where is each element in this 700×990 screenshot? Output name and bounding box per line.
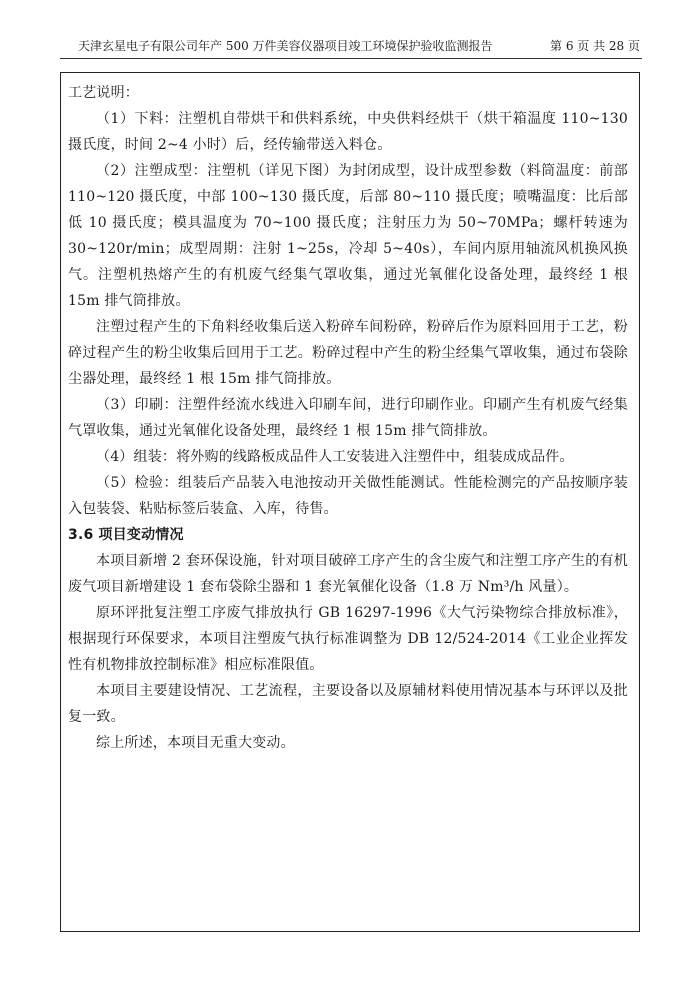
- document-body: [68, 80, 628, 756]
- paragraph-consistency: 本项目主要建设情况、工艺流程，主要设备以及原辅材料使用情况基本与环评以及批复一致。: [68, 683, 628, 725]
- report-title: 天津玄星电子有限公司年产 500 万件美容仪器项目竣工环境保护验收监测报告: [78, 39, 493, 53]
- header-divider: [60, 58, 642, 59]
- paragraph-printing: （3）印刷：注塑件经流水线进入印刷车间，进行印刷作业。印刷产生有机废气经集气罩收集，通过光氧催化设备处理，最终经 1 根 15m 排气筒排放。: [68, 397, 628, 439]
- paragraph-assembly: （4）组装：将外购的线路板成品件人工安装进入注塑件中，组装成成品件。: [96, 449, 574, 465]
- paragraph-new-facilities: 本项目新增 2 套环保设施，针对项目破碎工序产生的含尘废气和注塑工序产生的有机废气项目新增建设 1 套布袋除尘器和 1 套光氧催化设备（1.8 万 Nm³/h 风量）。: [68, 553, 628, 595]
- paragraph-feeding: （1）下料：注塑机自带烘干和供料系统，中央供料经烘干（烘干箱温度 110~130 摄氏度，时间 2~4 小时）后，经传输带送入料仓。: [68, 111, 628, 153]
- paragraph-conclusion: 综上所述，本项目无重大变动。: [96, 735, 295, 751]
- process-heading: 工艺说明：: [68, 85, 139, 101]
- paragraph-crushing: 注塑过程产生的下角料经收集后送入粉碎车间粉碎，粉碎后作为原料回用于工艺，粉碎过程产生的粉尘收集后回用于工艺。粉碎过程中产生的粉尘经集气罩收集，通过布袋除尘器处理，最终经 1 根 15m 排气筒排放。: [68, 319, 628, 387]
- paragraph-injection-molding: （2）注塑成型：注塑机（详见下图）为封闭成型，设计成型参数（料筒温度：前部 110~120 摄氏度，中部 100~130 摄氏度，后部 80~110 摄氏度；喷嘴温度：比后部低 10 摄氏度；模具温度为 70~100 摄氏度；注射压力为 50~70MPa；螺杆转速为 30~120r/min；成型周期：注射 1~25s，冷却 5~40s），车间内原用轴流风机换风换气。注塑机热熔产生的有机废气经集气罩收集，通过光氧催化设备处理，最终经 1 根 15m 排气筒排放。: [68, 163, 628, 309]
- paragraph-inspection: （5）检验：组装后产品装入电池按动开关做性能测试。性能检测完的产品按顺序装入包装袋、粘贴标签后装盒、入库，待售。: [68, 475, 628, 517]
- paragraph-standards: 原环评批复注塑工序废气排放执行 GB 16297-1996《大气污染物综合排放标准》，根据现行环保要求，本项目注塑废气执行标准调整为 DB 12/524-2014《工业企业挥发性有机物排放控制标准》相应标准限值。: [68, 605, 628, 673]
- page-header: [60, 36, 640, 56]
- section-heading: 3.6 项目变动情况: [68, 527, 184, 543]
- page-number: 第 6 页 共 28 页: [550, 39, 640, 53]
